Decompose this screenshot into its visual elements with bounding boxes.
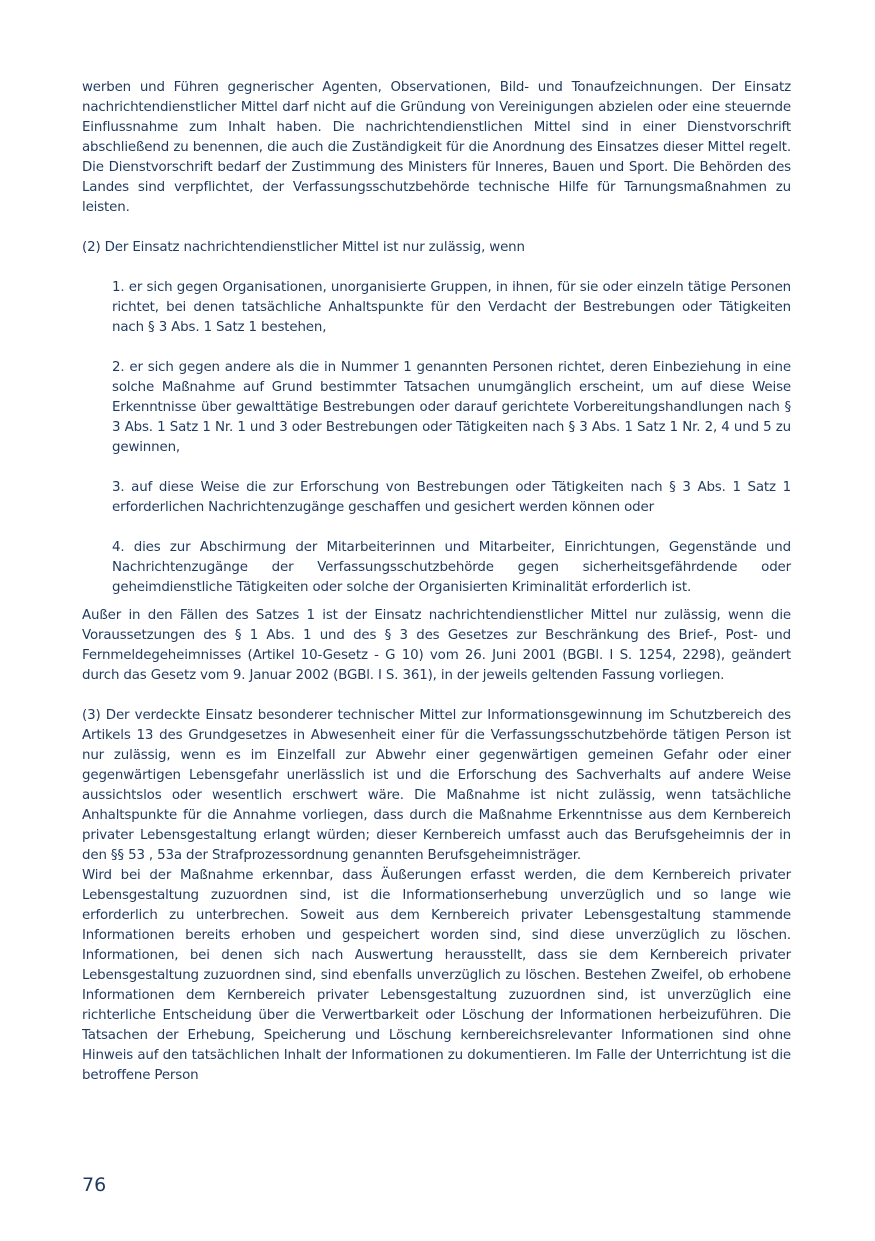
spacer xyxy=(82,686,791,706)
conditions-list xyxy=(82,278,791,598)
page-number: 76 xyxy=(82,1174,107,1196)
list-item: 2. er sich gegen andere als die in Nummer 1 genannten Personen richtet, deren Einbeziehung in eine solche Maßnahme auf Grund bestimmter Tatsachen unumgänglich erscheint, um auf diese Weise Erkenntnisse über gewalttätige Bestrebungen oder darauf gerichtete Vorbereitungshandlungen nach § 3 Abs. 1 Satz 1 Nr. 1 und 3 oder Bestrebungen oder Tätigkeiten nach § 3 Abs. 1 Satz 1 Nr. 2, 4 und 5 zu gewinnen, xyxy=(112,360,791,455)
paragraph-section-2: (2) Der Einsatz nachrichtendienstlicher Mittel ist nur zulässig, wenn xyxy=(82,240,525,255)
paragraph-section-3: (3) Der verdeckte Einsatz besonderer technischer Mittel zur Informationsgewinnung im Schutzbereich des Artikels 13 des Grundgesetzes in Abwesenheit einer für die Verfassungsschutzbehörde tätigen Person ist nur zulässig, wenn es im Einzelfall zur Abwehr einer gegenwärtigen gemeinen Gefahr oder einer gegenwärtigen Lebensgefahr unerlässlich ist und die Erforschung des Sachverhalts auf andere Weise aussichtslos oder wesentlich erschwert wäre. Die Maßnahme ist nicht zulässig, wenn tatsächliche Anhaltspunkte für die Annahme vorliegen, dass durch die Maßnahme Erkenntnisse aus dem Kernbereich privater Lebensgestaltung erlangt würden; dieser Kernbereich umfasst auch das Berufsgeheimnis der in den §§ 53 , 53a der Strafprozessordnung genannten Berufsgeheimnisträger. xyxy=(82,708,791,863)
paragraph-intro: werben und Führen gegnerischer Agenten, Observationen, Bild- und Tonaufzeichnungen. Der Einsatz nachrichtendienstlicher Mittel darf nicht auf die Gründung von Vereinigungen abzielen oder eine steuernde Einflussnahme zum Inhalt haben. Die nachrichtendienstlichen Mittel sind in einer Dienstvorschrift abschließend zu benennen, die auch die Zuständigkeit für die Anordnung des Einsatzes dieser Mittel regelt. Die Dienstvorschrift bedarf der Zustimmung des Ministers für Inneres, Bauen und Sport. Die Behörden des Landes sind verpflichtet, der Verfassungsschutzbehörde technische Hilfe für Tarnungsmaßnahmen zu leisten. xyxy=(82,80,791,215)
spacer xyxy=(82,218,791,238)
paragraph-after-list: Außer in den Fällen des Satzes 1 ist der Einsatz nachrichtendienstlicher Mittel nur zulässig, wenn die Voraussetzungen des § 1 Abs. 1 und des § 3 des Gesetzes zur Beschränkung des Brief-, Post- und Fernmeldegeheimnisses (Artikel 10-Gesetz - G 10) vom 26. Juni 2001 (BGBl. I S. 1254, 2298), geändert durch das Gesetz vom 9. Januar 2002 (BGBl. I S. 361), in der jeweils geltenden Fassung vorliegen. xyxy=(82,608,791,683)
paragraph-core-area: Wird bei der Maßnahme erkennbar, dass Äußerungen erfasst werden, die dem Kernbereich privater Lebensgestaltung zuzuordnen sind, ist die Informationserhebung unverzüglich und so lange wie erforderlich zu unterbrechen. Soweit aus dem Kernbereich privater Lebensgestaltung stammende Informationen bereits erhoben und gespeichert worden sind, sind diese unverzüglich zu löschen. Informationen, bei denen sich nach Auswertung herausstellt, dass sie dem Kernbereich privater Lebensgestaltung zuzuordnen sind, sind ebenfalls unverzüglich zu löschen. Bestehen Zweifel, ob erhobene Informationen dem Kernbereich privater Lebensgestaltung zuzuordnen sind, ist unverzüglich eine richterliche Entscheidung über die Verwertbarkeit oder Löschung der Informationen herbeizuführen. Die Tatsachen der Erhebung, Speicherung und Löschung kernbereichsrelevanter Informationen sind ohne Hinweis auf den tatsächlichen Inhalt der Informationen zu dokumentieren. Im Falle der Unterrichtung ist die betroffene Person xyxy=(82,868,791,1083)
list-item: 1. er sich gegen Organisationen, unorganisierte Gruppen, in ihnen, für sie oder einzeln tätige Personen richtet, bei denen tatsächliche Anhaltspunkte für den Verdacht der Bestrebungen oder Tätigkeiten nach § 3 Abs. 1 Satz 1 bestehen, xyxy=(112,280,791,335)
list-item: 3. auf diese Weise die zur Erforschung von Bestrebungen oder Tätigkeiten nach § 3 Abs. 1 Satz 1 erforderlichen Nachrichtenzugänge geschaffen und gesichert werden können oder xyxy=(112,480,791,515)
document-body xyxy=(82,78,791,1086)
list-item: 4. dies zur Abschirmung der Mitarbeiterinnen und Mitarbeiter, Einrichtungen, Gegenstände und Nachrichtenzugänge der Verfassungsschutzbehörde gegen sicherheitsgefährdende oder geheimdienstliche Tätigkeiten oder solche der Organisierten Kriminalität erforderlich ist. xyxy=(112,540,791,595)
spacer xyxy=(82,258,791,278)
